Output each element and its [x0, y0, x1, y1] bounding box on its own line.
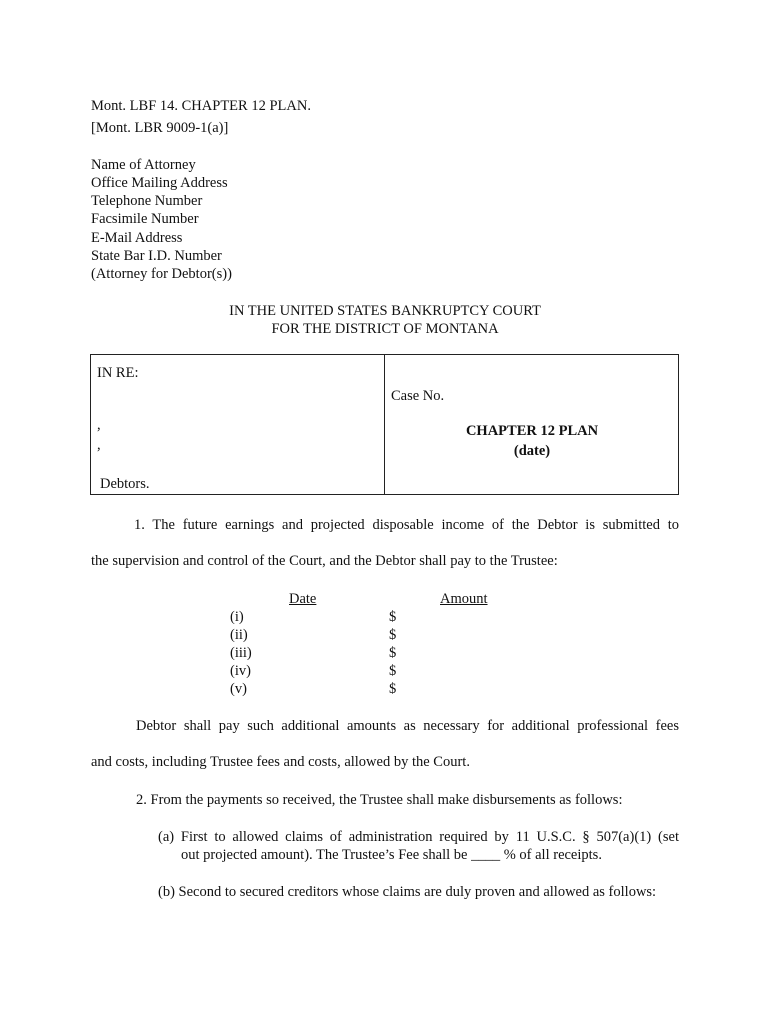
additional-text-1: Debtor shall pay such additional amounts as necessary for additional professional fees — [136, 718, 679, 734]
payment-row-currency: $ — [389, 609, 397, 625]
payment-row-label: (iv) — [230, 663, 251, 679]
court-district: FOR THE DISTRICT OF MONTANA — [271, 321, 499, 337]
payment-row-label: (v) — [230, 681, 247, 697]
rule-reference: [Mont. LBR 9009-1(a)] — [91, 120, 229, 136]
case-number-label: Case No. — [391, 388, 445, 404]
section-1-text-1: 1. The future earnings and projected disposable income of the Debtor is submitted to — [134, 517, 679, 533]
section-2-item-a-line-2: out projected amount). The Trustee’s Fee shall be ____ % of all receipts. — [181, 847, 602, 863]
section-2-item-a-text-1: (a) First to allowed claims of administration required by 11 U.S.C. § 507(a)(1) (set — [158, 829, 679, 845]
attorney-bar-id-line: State Bar I.D. Number — [91, 248, 222, 264]
payment-row-label: (i) — [230, 609, 244, 625]
section-2-item-a-line-1 — [158, 829, 679, 846]
amount-column-header: Amount — [440, 591, 488, 607]
attorney-address-line: Office Mailing Address — [91, 175, 228, 191]
date-column-header: Date — [289, 591, 317, 607]
attorney-name-line: Name of Attorney — [91, 157, 196, 173]
additional-line-2: and costs, including Trustee fees and costs, allowed by the Court. — [91, 754, 470, 770]
attorney-phone-line: Telephone Number — [91, 193, 203, 209]
payment-row-label: (iii) — [230, 645, 252, 661]
payment-row-currency: $ — [389, 663, 397, 679]
payment-row-currency: $ — [389, 681, 397, 697]
form-title: Mont. LBF 14. CHAPTER 12 PLAN. — [91, 98, 311, 114]
section-2-item-b: (b) Second to secured creditors whose claims are duly proven and allowed as follows: — [158, 884, 657, 900]
caption-divider — [384, 355, 385, 494]
debtors-label: Debtors. — [100, 476, 150, 492]
in-re-label: IN RE: — [97, 365, 139, 381]
plan-title: CHAPTER 12 PLAN — [465, 423, 599, 439]
debtor-name-comma-1: , — [97, 417, 101, 433]
court-name: IN THE UNITED STATES BANKRUPTCY COURT — [229, 303, 541, 319]
payment-row-currency: $ — [389, 645, 397, 661]
section-1-line-1 — [91, 517, 679, 534]
attorney-email-line: E-Mail Address — [91, 230, 183, 246]
debtor-name-comma-2: , — [97, 437, 101, 453]
plan-date: (date) — [513, 443, 551, 459]
payment-row-currency: $ — [389, 627, 397, 643]
attorney-for-debtor-line: (Attorney for Debtor(s)) — [91, 266, 232, 282]
attorney-fax-line: Facsimile Number — [91, 211, 199, 227]
section-2-intro: 2. From the payments so received, the Trustee shall make disbursements as follows: — [136, 792, 623, 808]
payment-row-label: (ii) — [230, 627, 248, 643]
case-caption-box — [90, 354, 679, 495]
section-1-line-2: the supervision and control of the Court, and the Debtor shall pay to the Trustee: — [91, 553, 558, 569]
additional-line-1 — [91, 718, 679, 735]
